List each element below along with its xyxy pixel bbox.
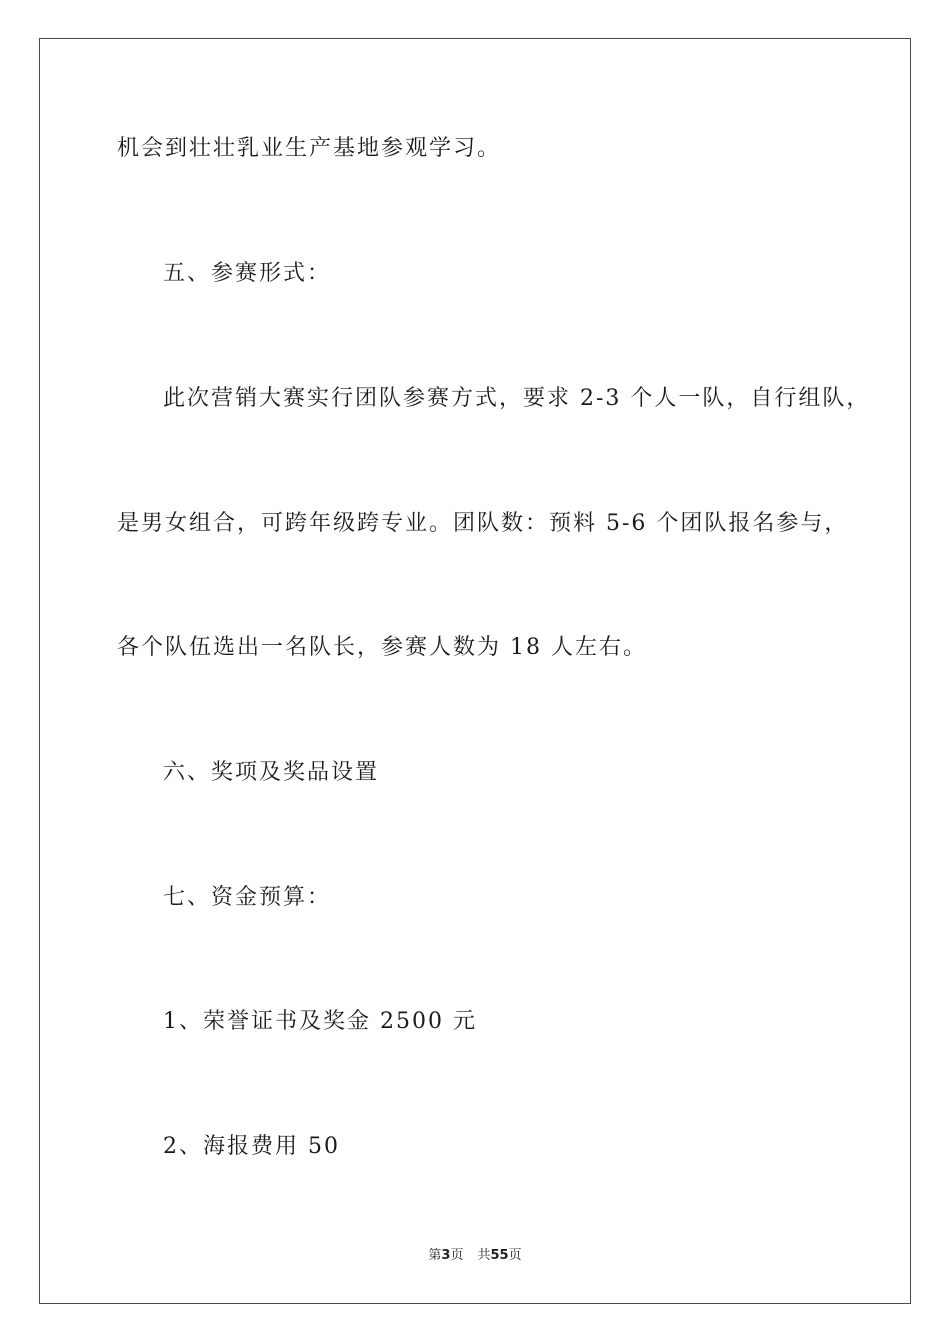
page-border (39, 38, 911, 1304)
page-label: 第3页 (428, 1248, 464, 1263)
paragraph-line-1: 机会到壮壮乳业生产基地参观学习。 (117, 136, 502, 161)
budget-item-2: 2、海报费用 50 (163, 1134, 340, 1159)
paragraph-line-4: 各个队伍选出一名队长，参赛人数为 18 人左右。 (117, 635, 647, 660)
section-heading-6: 六、奖项及奖品设置 (163, 760, 380, 785)
page-footer (0, 1247, 950, 1265)
section-heading-5: 五、参赛形式： (163, 261, 332, 286)
paragraph-line-3: 是男女组合，可跨年级跨专业。团队数：预料 5-6 个团队报名参与， (117, 511, 849, 536)
budget-item-1: 1、荣誉证书及奖金 2500 元 (163, 1009, 477, 1034)
paragraph-line-2: 此次营销大赛实行团队参赛方式，要求 2-3 个人一队，自行组队， (163, 386, 871, 411)
section-heading-7: 七、资金预算： (163, 885, 332, 910)
total-pages-label: 共55页 (477, 1248, 522, 1263)
